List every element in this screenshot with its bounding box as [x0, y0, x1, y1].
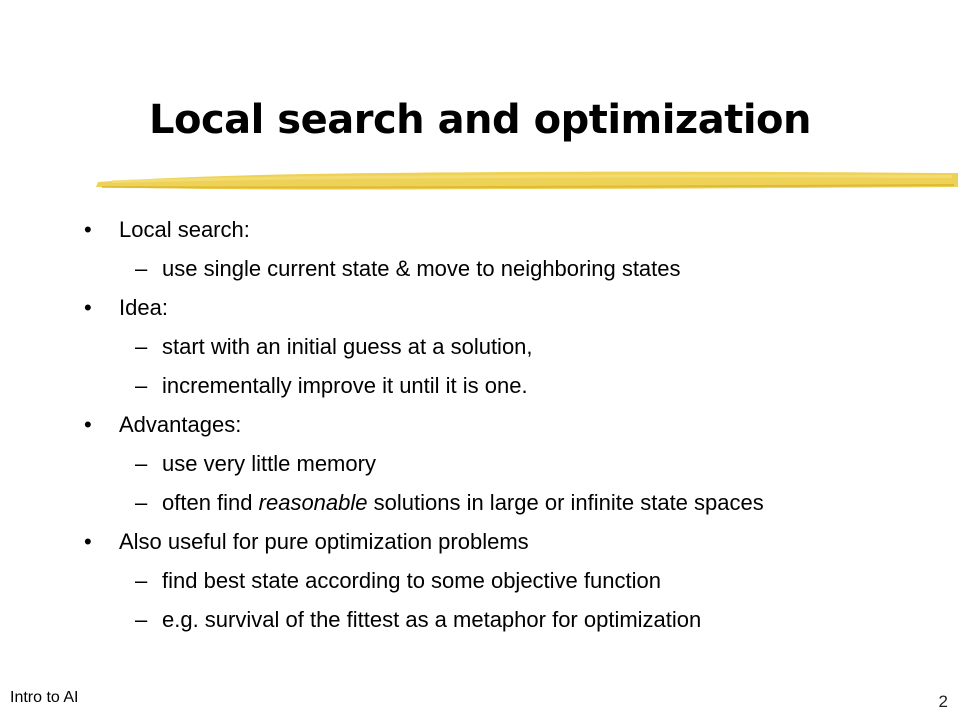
sub-bullet-text: incrementally improve it until it is one.: [162, 373, 528, 398]
sub-bullet-item: [124, 565, 884, 596]
dash-mark: –: [135, 490, 148, 515]
bullet-dot: •: [84, 217, 92, 242]
sub-bullet-text: use very little memory: [162, 451, 376, 476]
sub-bullet-item: [124, 253, 884, 284]
dash-mark: –: [135, 256, 148, 281]
bullet-text: Advantages:: [119, 412, 242, 437]
bullet-item: [84, 409, 884, 440]
sub-bullet-item: [124, 487, 884, 518]
dash-mark: –: [135, 334, 148, 359]
bullet-dot: •: [84, 412, 92, 437]
footer-course-label: Intro to AI: [10, 689, 79, 706]
bullet-item: [84, 214, 884, 245]
sub-bullet-text: use single current state & move to neighboring states: [162, 256, 681, 281]
emphasis-text: reasonable: [258, 490, 368, 515]
dash-mark: –: [135, 568, 148, 593]
sub-bullet-text: start with an initial guess at a solution,: [162, 334, 533, 359]
bullet-dot: •: [84, 295, 92, 320]
sub-bullet-text: find best state according to some objective function: [162, 568, 661, 593]
sub-bullet-text: e.g. survival of the fittest as a metaphor for optimization: [162, 607, 702, 632]
sub-bullet-text-after: solutions in large or infinite state spaces: [367, 490, 764, 515]
slide-title: Local search and optimization: [148, 97, 811, 143]
sub-bullet-item: [124, 448, 884, 479]
bullet-item: [84, 526, 884, 557]
bullet-text: Local search:: [119, 217, 250, 242]
bullet-text: Idea:: [119, 295, 168, 320]
sub-bullet-item: [124, 370, 884, 401]
sub-bullet-item: [124, 604, 884, 635]
dash-mark: –: [135, 373, 148, 398]
bullet-text: Also useful for pure optimization problems: [119, 529, 529, 554]
bullet-list: [84, 214, 884, 643]
bullet-dot: •: [84, 529, 92, 554]
sub-bullet-text-before: often find: [162, 490, 259, 515]
bullet-item: [84, 292, 884, 323]
dash-mark: –: [135, 451, 148, 476]
dash-mark: –: [135, 607, 148, 632]
page-number: 2: [938, 692, 948, 711]
title-underline-stroke: [92, 160, 960, 196]
sub-bullet-item: [124, 331, 884, 362]
